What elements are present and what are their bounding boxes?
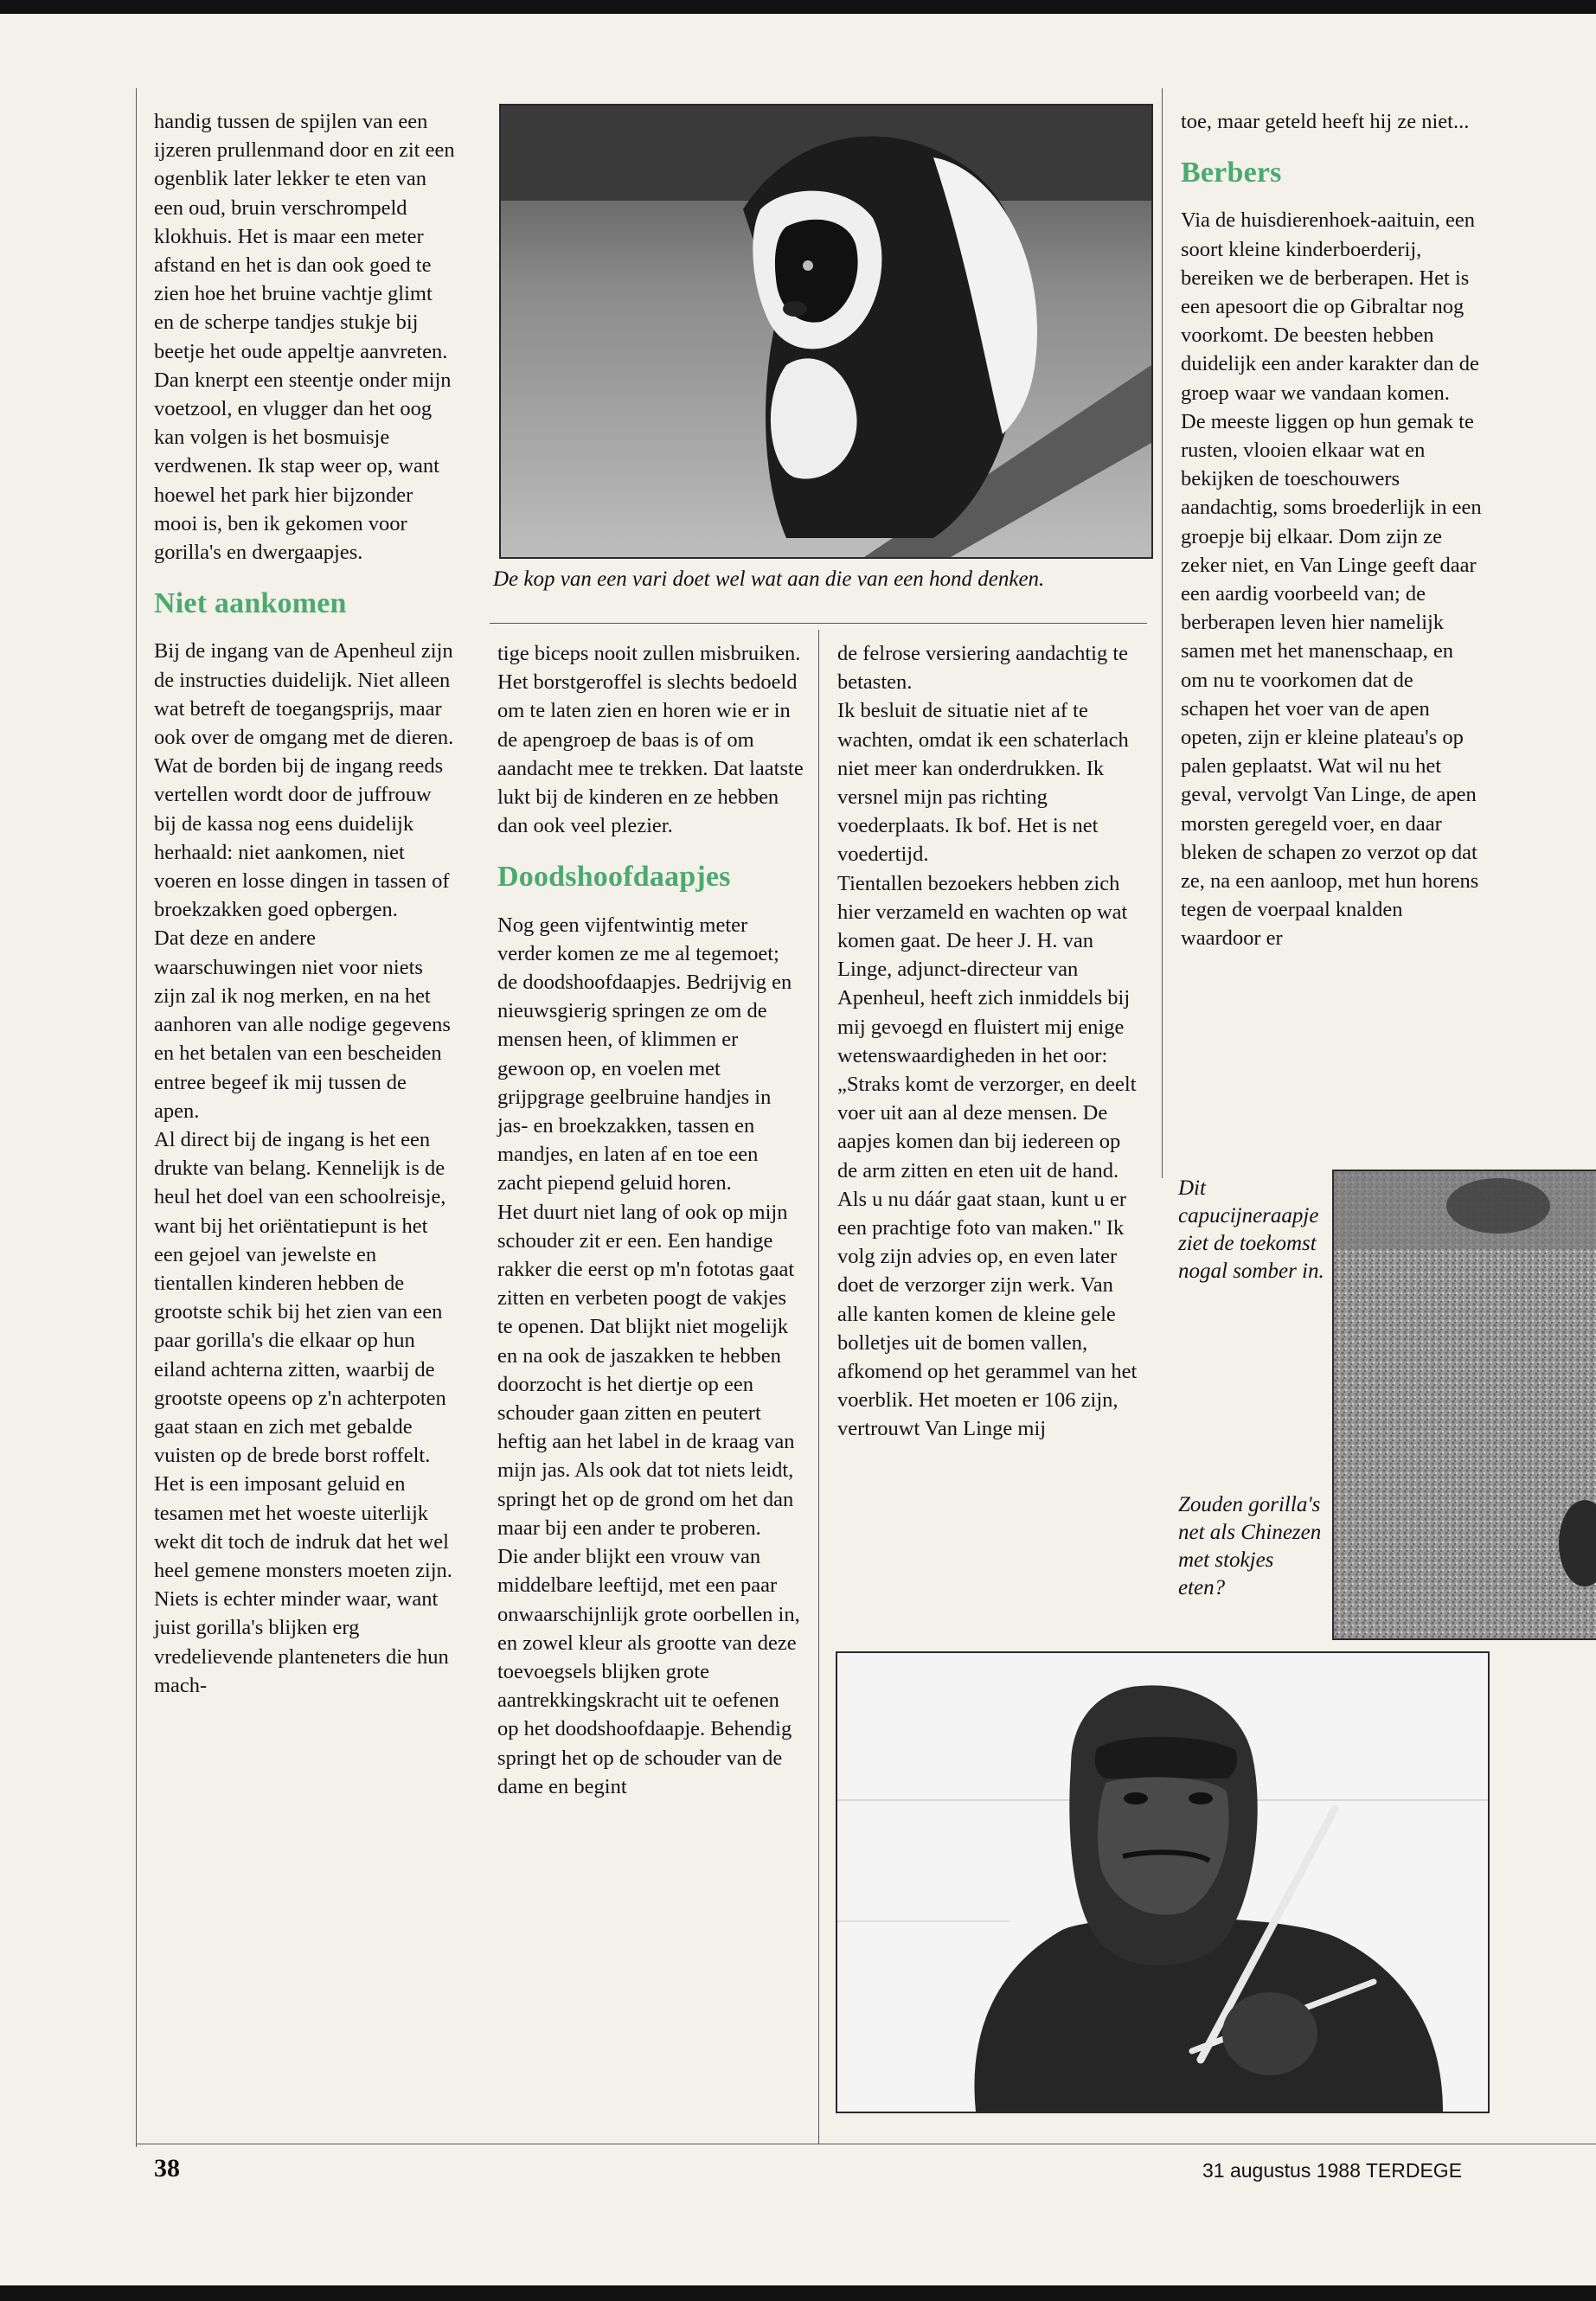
paragraph: Bij de ingang van de Apenheul zijn de instructies duidelijk. Niet alleen wat betreft de toegangsprijs, maar ook over de omgang met de dieren. Wat de borden bij de ingang reeds vertellen wordt door de juffrouw bij de kassa nog eens duidelijk herhaald: niet aankomen, niet voeren en losse dingen in tassen of broekzakken goed opbergen. xyxy=(154,639,454,922)
caption-underline xyxy=(490,623,1147,624)
photo-gorilla xyxy=(836,1651,1490,2113)
paragraph: Nog geen vijfentwintig meter verder komen ze me al tegemoet; de doodshoofdaapjes. Bedrijvig en nieuwsgierig springen ze om de mensen heen, of klimmen er gewoon op, en voelen met grijpgrage geelbruine handjes in jas- en broekzakken, tassen en mandjes, en laten af en toe een zacht piepend geluid horen. xyxy=(497,913,792,1195)
column-3 xyxy=(837,639,1144,1444)
paragraph: Tientallen bezoekers hebben zich hier verzameld en wachten op wat komen gaat. De heer J. H. van Linge, adjunct-directeur van Apenheul, heeft zich inmiddels bij mij gevoegd en fluistert mij enige wetenswaardigheden in het oor: „Straks komt de verzorger, en deelt voer uit aan al deze mensen. De aapjes komen dan bij iedereen op de arm zitten en eten uit de hand. Als u nu dáár gaat staan, kunt u er een prachtige foto van maken.'' Ik volg zijn advies op, en even later doet de verzorger zijn werk. Van alle kanten komen de kleine gele bolletjes uit de bomen vallen, afkomend op het gerammel van het voerblik. Het moeten er 106 zijn, vertrouwt Van Linge mij xyxy=(837,871,1138,1441)
section-heading-doodshoofdaapjes: Doodshoofdaapjes xyxy=(497,861,731,894)
paragraph: handig tussen de spijlen van een ijzeren prullenmand door en zit een ogenblik later lekker te eten van een oud, bruin verschrompeld klokhuis. Het is maar een meter afstand en het is dan ook goed te zien hoe het bruine vachtje glimt en de scherpe tandjes stukje bij beetje het oude appeltje aanvreten. xyxy=(154,110,455,363)
issue-date: 31 augustus 1988 TERDEGE xyxy=(1202,2159,1463,2182)
column-1 xyxy=(154,107,457,1700)
caption-gorilla: Zouden gorilla's net als Chinezen met stokjes eten? xyxy=(1178,1493,1322,1599)
column-rule-mid xyxy=(818,630,819,2144)
paragraph: Het duurt niet lang of ook op mijn schouder zit er een. Een handige rakker die eerst op m'n fototas gaat zitten en verbeten poogt de vakjes te openen. Dat blijkt niet mogelijk en na ook de jaszakken te hebben doorzocht is het diertje op een schouder gaan zitten en peutert heftig aan het label in de kraag van mijn jas. Als ook dat tot niets leidt, springt het op de grond om het dan maar bij een ander te proberen. xyxy=(497,1200,795,1540)
paragraph: Via de huisdierenhoek-aaituin, een soort kleine kinderboerderij, bereiken we de berberapen. Het is een apesoort die op Gibraltar nog voorkomt. De beesten hebben duidelijk een ander karakter dan de groep waar we vandaan komen. xyxy=(1181,208,1479,405)
paragraph: Al direct bij de ingang is het een drukte van belang. Kennelijk is de heul het doel van een schoolreisje, want bij het oriëntatiepunt is het een gejoel van jewelste en tientallen kinderen hebben de grootste schik bij het zien van een paar gorilla's die elkaar op hun eiland achterna zitten, waarbij de grootste opeens op z'n achterpoten gaat staan en zich met gebalde vuisten op de brede borst roffelt. xyxy=(154,1127,446,1468)
paragraph: Het is een imposant geluid en tesamen met het woeste uiterlijk wekt dit toch de indruk dat het wel heel gemene monsters moeten zijn. Niets is echter minder waar, want juist gorilla's blijken erg vredelievende planteneters die hun mach- xyxy=(154,1472,452,1697)
paragraph: tige biceps nooit zullen misbruiken. Het borstgeroffel is slechts bedoeld om te laten zien en horen wie er in de apengroep de baas is of om aandacht mee te trekken. Dat laatste lukt bij de kinderen en ze hebben dan ook veel plezier. xyxy=(497,642,804,838)
magazine-page xyxy=(0,14,1596,2285)
capuchin-monkey-illustration xyxy=(1334,1171,1596,1638)
paragraph: Dan knerpt een steentje onder mijn voetzool, en vlugger dan het oog kan volgen is het bosmuisje verdwenen. Ik stap weer op, want hoewel het park hier bijzonder mooi is, ben ik gekomen voor gorilla's en dwergaapjes. xyxy=(154,368,452,565)
paragraph: toe, maar geteld heeft hij ze niet... xyxy=(1181,110,1470,133)
section-heading-berbers: Berbers xyxy=(1181,157,1282,189)
column-rule-right xyxy=(1162,88,1163,1178)
paragraph: Dat deze en andere waarschuwingen niet voor niets zijn zal ik nog merken, en na het aanhoren van alle nodige gegevens en het betalen van een bescheiden entree begeef ik mij tussen de apen. xyxy=(154,926,451,1123)
photo-vari xyxy=(499,104,1153,559)
gorilla-illustration xyxy=(837,1653,1488,2112)
paragraph: Die ander blijkt een vrouw van middelbare leeftijd, met een paar onwaarschijnlijk grote oorbellen in, en zowel kleur als grootte van deze toevoegsels blijken grote aantrekkingskracht uit te oefenen op het doodshoofdaapje. Behendig springt het op de schouder van de dame en begint xyxy=(497,1545,800,1798)
paragraph: de felrose versiering aandachtig te betasten. xyxy=(837,642,1129,695)
vari-lemur-illustration xyxy=(501,106,1151,557)
page-number: 38 xyxy=(154,2154,180,2182)
column-rule-left xyxy=(136,88,137,2147)
column-4 xyxy=(1181,107,1484,953)
column-2 xyxy=(497,639,804,1801)
paragraph: De meeste liggen op hun gemak te rusten, vlooien elkaar wat en bekijken de toeschouwers aandachtig, soms broederlijk in een groepje bij elkaar. Dom zijn ze zeker niet, en Van Linge geeft daar een aardig voorbeeld van; de berberapen leven hier namelijk samen met het manenschaap, en om nu te voorkomen dat de schapen het voer van de apen opeten, zijn er kleine plateau's op palen geplaatst. Wat wil nu het geval, vervolgt Van Linge, de apen morsten geregeld voer, en daar bleken de schapen zo verzot op dat ze, na een aanloop, met hun horens tegen de voerpaal knalden waardoor er xyxy=(1181,409,1482,951)
caption-vari: De kop van een vari doet wel wat aan die van een hond denken. xyxy=(493,567,1045,591)
caption-capucijn: Dit capucijneraapje ziet de toekomst nogal somber in. xyxy=(1178,1176,1324,1283)
section-heading-niet-aankomen: Niet aankomen xyxy=(154,587,347,620)
paragraph: Ik besluit de situatie niet af te wachten, omdat ik een schaterlach niet meer kan onderdrukken. Ik versnel mijn pas richting voederplaats. Ik bof. Het is net voedertijd. xyxy=(837,699,1129,867)
photo-capucijn xyxy=(1332,1170,1596,1640)
